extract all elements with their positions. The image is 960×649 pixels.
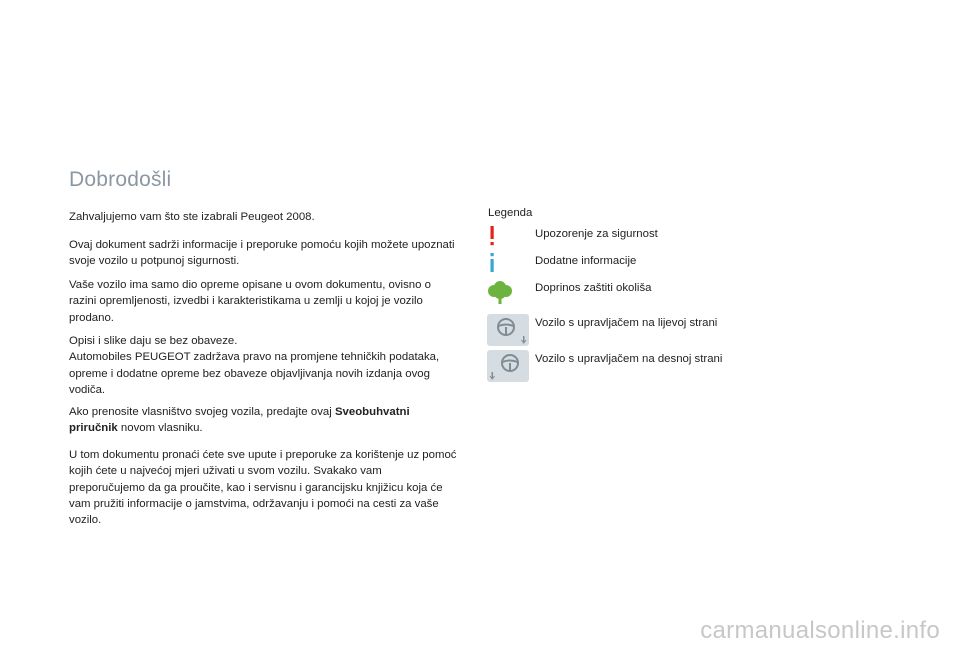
warning-icon bbox=[486, 225, 498, 247]
equipment-paragraph: Vaše vozilo ima samo dio opreme opisane u ovom dokumentu, ovisno o razini opremljenosti, izvedbi i karakteristikama u zemlji u kojoj je vozilo prodano. bbox=[69, 279, 431, 324]
watermark: carmanualsonline.info bbox=[700, 617, 940, 644]
document-info-paragraph: Ovaj dokument sadrži informacije i preporuke pomoću kojih možete upoznati svoje vozilo u potpunoj sigurnosti. bbox=[69, 239, 455, 268]
ownership-text-before: Ako prenosite vlasništvo svojeg vozila, predajte ovaj bbox=[69, 406, 335, 418]
legend-label-rhd: Vozilo s upravljačem na desnoj strani bbox=[535, 353, 723, 365]
legend-label-environment: Doprinos zaštiti okoliša bbox=[535, 282, 652, 294]
intro-paragraph: Zahvaljujemo vam što ste izabrali Peugeot 2008. bbox=[69, 211, 315, 223]
page-title: Dobrodošli bbox=[69, 168, 172, 191]
ownership-paragraph bbox=[69, 404, 459, 437]
ownership-text-after: novom vlasniku. bbox=[117, 422, 203, 435]
legend-title: Legenda bbox=[488, 207, 533, 219]
legend-label-lhd: Vozilo s upravljačem na lijevoj strani bbox=[535, 317, 718, 329]
disclaimer-line-2: Automobiles PEUGEOT zadržava pravo na promjene tehničkih podataka, opreme i dodatne opreme bez obaveze objavljivanja novih izdanja ovog vodiča. bbox=[69, 351, 440, 396]
info-icon bbox=[486, 252, 498, 274]
usage-paragraph: U tom dokumentu pronaći ćete sve upute i preporuke za korištenje uz pomoć kojih ćete u najvećoj mjeri uživati u svom vozilu. Svakako vam preporučujemo da ga proučite, kao i servisnu i garancijsku knjižicu koja će vam pružiti informacije o jamstvima, održavanju i pomoći na cesti za vaše vozilo. bbox=[69, 449, 457, 527]
disclaimer-line-1: Opisi i slike daju se bez obaveze. bbox=[69, 335, 238, 347]
disclaimer-paragraph bbox=[69, 333, 459, 398]
legend-label-info: Dodatne informacije bbox=[535, 255, 637, 267]
left-hand-drive-icon bbox=[487, 314, 529, 346]
legend-label-warning: Upozorenje za sigurnost bbox=[535, 228, 658, 240]
environment-tree-icon bbox=[487, 279, 513, 305]
manual-name: Sveobuhvatni priručnik bbox=[69, 406, 410, 435]
right-hand-drive-icon bbox=[487, 350, 529, 382]
